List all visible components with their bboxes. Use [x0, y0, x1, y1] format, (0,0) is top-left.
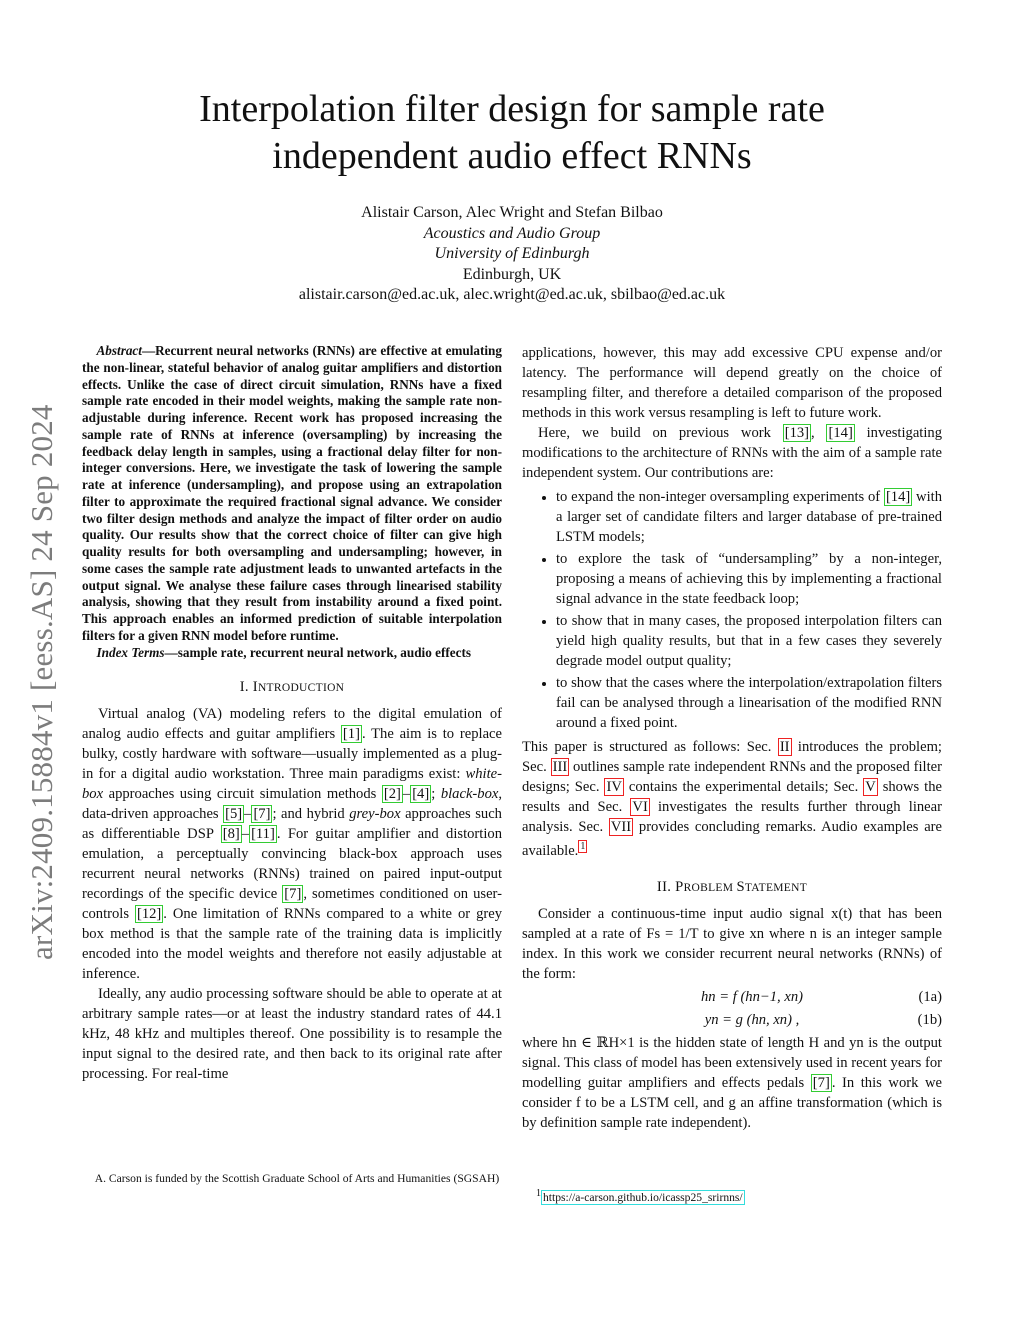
citation-link[interactable]: [7]: [253, 806, 271, 823]
abstract: [82, 343, 502, 645]
list-item: • to show that the cases where the interpolation/extrapolation filters fail can be analysed through a linearisation of the modified RNN around a fixed point.: [556, 673, 942, 733]
citation-link[interactable]: [1]: [342, 726, 360, 743]
arxiv-stamp: arXiv:2409.15884v1 [eess.AS] 24 Sep 2024: [24, 404, 59, 960]
abstract-text: —Recurrent neural networks (RNNs) are effective at emulating the non-linear, stateful behavior of analog guitar amplifiers and distortion effects. Unlike the case of direct circuit simulation, RNNs have a fixed sample rate encoded in their model weights, making the sample rate non-adjustable during inference. Recent work has proposed increasing the sample rate of RNNs at inference (oversampling) by increasing the feedback delay length in samples, using a fractional delay filter for non-integer conversions. Here, we investigate the task of lowering the sample rate at inference (undersampling), and propose using an extrapolation filter to approximate the required fractional signal advance. We consider two filter design methods and analyze the impact of filter order on audio quality. Our results show that the correct choice of filter can give high quality results for both oversampling and undersampling; however, in some cases the sample rate adjustment leads to unwanted artefacts in the output signal. We analyse these failure cases through linearised stability analysis, showing that they result from instability around a fixed point. This approach enables an informed prediction of suitable interpolation filters for a given RNN model before runtime.: [82, 343, 502, 643]
title-line-1: Interpolation filter design for sample rate: [199, 88, 825, 130]
index-terms-text: —sample rate, recurrent neural network, audio effects: [164, 644, 471, 660]
citation-link[interactable]: [14]: [828, 425, 853, 441]
right-paragraph-2: This paper is structured as follows: Sec. II introduces the problem; Sec. III outlines sample rate independent RNNs and the proposed filter designs; Sec. IV contains the experimental details; Sec. V shows the results and Sec. VI investigates the results further through linear analysis. Sec. VII provides concluding remarks. Audio examples are available. $^1$: [522, 739, 943, 859]
list-item: • to explore the task of “undersampling” by a non-integer, proposing a means of achieving this by implementing a fractional signal advance in the state feedback loop;: [556, 549, 942, 609]
citation-link[interactable]: [12]: [136, 906, 162, 923]
author-emails: alistair.carson@ed.ac.uk, alec.wright@ed.ac.uk, sbilbao@ed.ac.uk: [298, 286, 726, 303]
intro-paragraph-1: Virtual analog (VA) modeling refers to the digital emulation of analog audio effects and guitar amplifiers [1] . The aim is to replace bulky, costly hardware with software—usually implemented as a plug-in for a digital audio workstation. Three main paradigms exist: white-box approaches using circuit simulation methods [2] – [4] ; black-box, data-driven approaches [5] – [7] ; and hybrid grey-box approaches such as differentiable DSP [8] – [11] . For guitar amplifier and distortion emulation, a perceptually convincing black-box approach uses recurrent neural networks (RNNs) trained on paired input-output recordings of the specific device [7] , sometimes conditioned on user-controls [12] . One limitation of RNNs compared to a white or grey box method is that the sample rate of the training data is implicitly encoded into the model weights and therefore not easily adjustable at inference.: [82, 706, 503, 983]
affiliation-group: Acoustics and Audio Group: [423, 224, 601, 242]
index-terms: [82, 645, 502, 662]
title-line-2: independent audio effect RNNs: [272, 135, 752, 177]
intro-paragraph-2: Ideally, any audio processing software should be able to operate at at arbitrary sample rates—or at least the industry standard rates of 44.1 kHz, 48 kHz and multiples thereof. One possibility is to resample the input signal to the desired rate, and then back to its original rate after processing. For real-time: [82, 986, 502, 1083]
affiliation-location: Edinburgh, UK: [462, 265, 562, 283]
citation-link[interactable]: [14]: [885, 489, 911, 505]
citation-link[interactable]: [2]: [383, 786, 401, 803]
equation-body: yn = g (hn, xn) ,: [704, 1011, 800, 1028]
left-column: [82, 343, 502, 1084]
problem-paragraph-1: Consider a continuous-time input audio signal x(t) that has been sampled at a rate of Fs = 1/T to give xn where n is an integer sample index. In this work we consider recurrent neural networks (RNNs) of the form:: [522, 905, 942, 982]
affiliation-university: University of Edinburgh: [434, 245, 590, 262]
right-paragraph-1: Here, we build on previous work [13] , [14] investigating modifications to the architecture of RNNs with the aim of a sample rate independent system. Our contributions are:: [522, 425, 943, 481]
citation-link[interactable]: [5]: [225, 806, 243, 823]
abstract-label: Abstract: [96, 343, 142, 358]
section-heading-problem-statement: II. PROBLEM STATEMENT: [656, 878, 808, 895]
section-link[interactable]: V: [865, 779, 876, 795]
footnote-mark: 1: [536, 1188, 541, 1199]
footnote-url: [536, 1186, 956, 1205]
section-link[interactable]: III: [552, 759, 568, 775]
footnote-url-link[interactable]: https://a-carson.github.io/icassp25_srirnns/: [543, 1190, 743, 1204]
problem-paragraph-2: where hn ∈ ℝH×1 is the hidden state of length H and yn is the output signal. This class of model has been extensively used in recent years for modelling guitar amplifiers and effects pedals [7] . In this work we consider f to be a LSTM cell, and g an affine transformation (which is by definition sample rate independent).: [522, 1034, 942, 1131]
citation-link[interactable]: [4]: [412, 786, 430, 803]
section-link[interactable]: IV: [606, 779, 622, 795]
equation-body: hn = f (hn−1, xn): [701, 988, 803, 1005]
index-terms-label: Index Terms: [96, 644, 165, 660]
citation-link[interactable]: [8]: [222, 826, 240, 843]
citation-link[interactable]: [11]: [251, 826, 275, 843]
section-link[interactable]: II: [779, 739, 790, 755]
author-names: Alistair Carson, Alec Wright and Stefan Bilbao: [361, 204, 663, 221]
right-paragraph-0: applications, however, this may add excessive CPU expense and/or latency. The performance will depend greatly on the choice of resampling filter, and therefore a detailed comparison of the proposed methods in this work versus resampling is left to future work.: [522, 345, 942, 421]
footnote-link[interactable]: 1: [580, 841, 586, 852]
equation-number: (1a): [918, 988, 942, 1005]
section-link[interactable]: VII: [610, 819, 632, 835]
equation-number: (1b): [917, 1011, 942, 1028]
section-heading-introduction: I. INTRODUCTION: [239, 679, 345, 696]
equation-1b: [522, 1010, 942, 1030]
footnote-funding: A. Carson is funded by the Scottish Graduate School of Arts and Humanities (SGSAH): [94, 1172, 500, 1185]
citation-link[interactable]: [7]: [812, 1074, 830, 1091]
citation-link[interactable]: [13]: [784, 425, 810, 441]
right-column: [522, 343, 942, 1133]
equation-1a: [522, 987, 942, 1007]
list-item: • to show that in many cases, the proposed interpolation filters can yield high quality results, but that in a few cases they severely degrade model output quality;: [556, 611, 942, 671]
citation-link[interactable]: [7]: [284, 886, 302, 903]
contributions-list: [522, 487, 942, 733]
section-link[interactable]: VI: [632, 799, 648, 815]
author-block: [100, 203, 924, 306]
paper-title: [100, 86, 924, 180]
list-item: • to expand the non-integer oversampling experiments of [14] with a larger set of candidate filters and larger database of pre-trained LSTM models;: [556, 487, 942, 547]
